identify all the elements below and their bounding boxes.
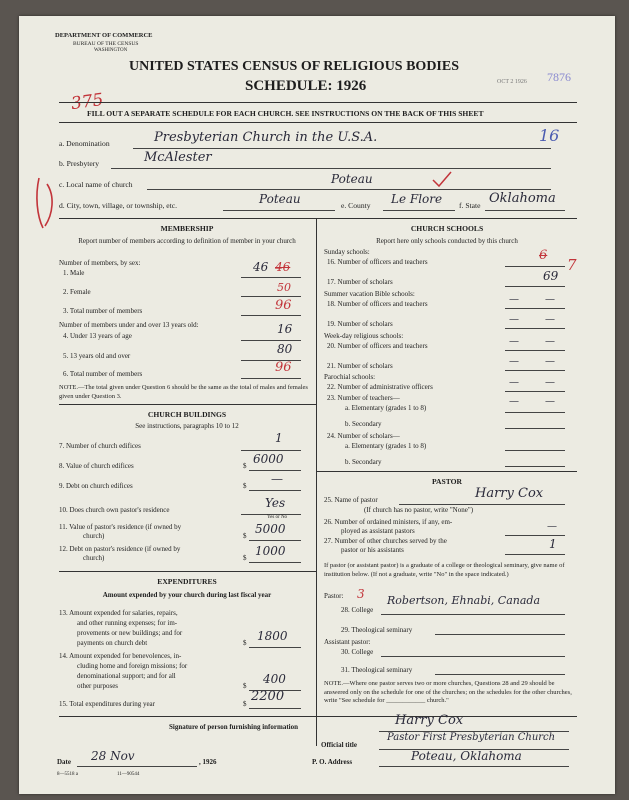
- q25-note: (If church has no pastor, write "None"): [364, 506, 474, 514]
- q7-label: 7. Number of church edifices: [59, 442, 141, 450]
- q20-line: [505, 350, 565, 351]
- q2-label: 2. Female: [63, 288, 91, 296]
- q25-value: Harry Cox: [475, 486, 544, 501]
- q3-line: [241, 315, 301, 316]
- po-address-line: [379, 766, 569, 767]
- q14-label-3: denominational support; and for all: [77, 672, 176, 680]
- dept-name: DEPARTMENT OF COMMERCE: [55, 32, 153, 39]
- q8-label: 8. Value of church edifices: [59, 462, 134, 470]
- po-address-value: Poteau, Oklahoma: [411, 749, 522, 763]
- q4-line: [241, 340, 301, 341]
- q19-line: [505, 328, 565, 329]
- q26-label-2: ployed as assistant pastors: [341, 527, 415, 535]
- mark-16: 16: [539, 126, 560, 145]
- q24b-line: [505, 466, 565, 467]
- assistant-label: Assistant pastor:: [324, 638, 371, 646]
- q8-value: 6000: [253, 452, 284, 466]
- q15-value: 2200: [251, 689, 285, 704]
- header-rule-2: [59, 122, 577, 123]
- q15-line: [249, 708, 301, 709]
- q16-value: 6: [539, 248, 548, 263]
- city-name: WASHINGTON: [94, 48, 128, 53]
- membership-intro: Report number of members according to definition of member in your church: [78, 237, 296, 245]
- q30-label: 30. College: [341, 648, 374, 656]
- mark-3: 3: [357, 587, 365, 601]
- q5-label: 5. 13 years old and over: [63, 352, 131, 360]
- q14-label-4: other purposes: [77, 682, 119, 690]
- q17-value: 69: [543, 269, 559, 283]
- state-value: Oklahoma: [489, 191, 556, 206]
- local-name-value: Poteau: [331, 172, 373, 186]
- column-divider: [316, 218, 317, 746]
- q5-value: 80: [277, 342, 293, 356]
- q27-label-2: pastor or his assistants: [341, 546, 404, 554]
- date-line: [77, 766, 197, 767]
- q12-label-2: church): [83, 554, 105, 562]
- q24a-label: a. Elementary (grades 1 to 8): [345, 442, 427, 450]
- q2-line: [241, 296, 301, 297]
- q25-label: 25. Name of pastor: [324, 496, 378, 504]
- q17-label: 17. Number of scholars: [327, 278, 393, 286]
- q13-label-2: and other running expenses; for im-: [77, 619, 178, 627]
- q22-label: 22. Number of administrative officers: [327, 383, 433, 391]
- q12-value: 1000: [255, 544, 286, 558]
- q14-label-2: cluding home and foreign missions; for: [77, 662, 188, 670]
- official-title-label: Official title: [321, 741, 357, 749]
- q13-value: 1800: [257, 629, 288, 643]
- q23a-label: a. Elementary (grades 1 to 8): [345, 404, 427, 412]
- q21-label: 21. Number of scholars: [327, 362, 393, 370]
- signature-label: Signature of person furnishing information: [169, 723, 298, 731]
- q9-dollar: $: [243, 482, 247, 490]
- local-name-label: c. Local name of church: [59, 180, 133, 189]
- q7-value: 1: [275, 431, 283, 445]
- q28-value: Robertson, Ehnabi, Canada: [387, 594, 541, 607]
- q11-label-2: church): [83, 532, 105, 540]
- q8-line: [249, 470, 301, 471]
- q21-value: —: [509, 356, 519, 367]
- section-rule: [59, 218, 577, 219]
- graduate-note: If pastor (or assistant pastor) is a graduate of a college or theological seminary, give name of institution below. (If not a graduate, write "No" in the space indicated.): [324, 562, 565, 578]
- q26-label: 26. Number of ordained ministers, if any, em-: [324, 518, 453, 526]
- q5-line: [241, 360, 301, 361]
- q13-label-3: provements or new buildings; and for: [77, 629, 183, 637]
- q31-line: [435, 674, 565, 675]
- membership-title: MEMBERSHIP: [160, 224, 214, 233]
- q4-value: 16: [277, 322, 293, 336]
- q27-line: [505, 554, 565, 555]
- q18-value: —: [509, 294, 519, 305]
- city-label: d. City, town, village, or township, etc.: [59, 201, 178, 210]
- q14-value: 400: [263, 672, 286, 686]
- q19-label: 19. Number of scholars: [327, 320, 393, 328]
- parochial-label: Parochial schools:: [324, 373, 376, 381]
- bureau-name: BUREAU OF THE CENSUS: [73, 41, 139, 47]
- census-schedule-sheet: [19, 16, 615, 794]
- q27-label: 27. Number of other churches served by the: [324, 537, 447, 545]
- state-label: f. State: [459, 201, 481, 210]
- po-address-label: P. O. Address: [312, 758, 353, 766]
- q11-dollar: $: [243, 532, 247, 540]
- q19-value-2: —: [545, 314, 555, 325]
- q14-label-1: 14. Amount expended for benevolences, in-: [59, 652, 182, 660]
- q11-value: 5000: [255, 522, 286, 536]
- q1-line: [241, 277, 301, 278]
- q20-value-2: —: [545, 336, 555, 347]
- q13-label-4: payments on church debt: [77, 639, 148, 647]
- q27-value: 1: [549, 537, 557, 551]
- schools-intro: Report here only schools conducted by this church: [376, 237, 518, 245]
- schedule-title: SCHEDULE: 1926: [245, 78, 367, 94]
- q16-label: 16. Number of officers and teachers: [327, 258, 428, 266]
- q9-label: 9. Debt on church edifices: [59, 482, 133, 490]
- q23b-line: [505, 428, 565, 429]
- q20-label: 20. Number of officers and teachers: [327, 342, 428, 350]
- q13-label-1: 13. Amount expended for salaries, repairs,: [59, 609, 178, 617]
- q6-line: [241, 378, 301, 379]
- q13-dollar: $: [243, 639, 247, 647]
- denomination-line: [133, 148, 551, 149]
- q15-dollar: $: [243, 700, 247, 708]
- q6-label: 6. Total number of members: [63, 370, 143, 378]
- form-number: 8—5518 a: [57, 772, 78, 777]
- q11-line: [249, 540, 301, 541]
- q12-line: [249, 562, 301, 563]
- q23b-label: b. Secondary: [345, 420, 382, 428]
- q1-label: 1. Male: [63, 269, 85, 277]
- q28-line: [381, 614, 565, 615]
- mark-375: 375: [69, 89, 105, 115]
- q10-label: 10. Does church own pastor's residence: [59, 506, 170, 514]
- footer-rule: [59, 716, 577, 717]
- by-sex-label: Number of members, by sex:: [59, 259, 141, 267]
- q11-label: 11. Value of pastor's residence (if owned by: [59, 523, 182, 531]
- county-line: [383, 210, 455, 211]
- q15-label: 15. Total expenditures during year: [59, 700, 155, 708]
- q31-label: 31. Theological seminary: [341, 666, 413, 674]
- q22-value: —: [509, 377, 519, 388]
- pastor-rule: [316, 471, 577, 472]
- received-stamp: OCT 2 1926: [497, 79, 527, 85]
- q21-value-2: —: [545, 356, 555, 367]
- header-rule: [59, 102, 577, 103]
- summer-label: Summer vacation Bible schools:: [324, 290, 415, 298]
- q8-dollar: $: [243, 462, 247, 470]
- q24-label: 24. Number of scholars—: [327, 432, 400, 440]
- number-stamp: 7876: [547, 70, 571, 84]
- presbytery-value: McAlester: [144, 150, 212, 165]
- denomination-label: a. Denomination: [59, 139, 110, 148]
- q26-line: [505, 535, 565, 536]
- pastor-note: NOTE.—Where one pastor serves two or more churches, Questions 28 and 29 should be answered only on the schedule for one of the churches; on the schedules for the other churches, write "See schedule for ____________ church.": [324, 680, 572, 704]
- q23a-value-2: —: [545, 396, 555, 407]
- q18-label: 18. Number of officers and teachers: [327, 300, 428, 308]
- q28-label: 28. College: [341, 606, 374, 614]
- q23a-value: —: [509, 396, 519, 407]
- q25-line: [399, 504, 565, 505]
- q22-value-2: —: [545, 377, 555, 388]
- county-value: Le Flore: [391, 192, 443, 206]
- pastor-sub-label: Pastor:: [324, 592, 344, 600]
- q9-value: —: [271, 472, 283, 486]
- presbytery-line: [111, 168, 551, 169]
- q21-line: [505, 370, 565, 371]
- q9-line: [249, 490, 301, 491]
- weekday-label: Week-day religious schools:: [324, 332, 404, 340]
- q16-line: [505, 266, 565, 267]
- q12-label: 12. Debt on pastor's residence (if owned by: [59, 545, 181, 553]
- city-line: [223, 210, 335, 211]
- q4-label: 4. Under 13 years of age: [63, 332, 132, 340]
- membership-note: NOTE.—The total given under Question 6 should be the same as the total of males and females given under Question 3.: [59, 384, 308, 400]
- expenditures-rule: [59, 571, 316, 572]
- q3-label: 3. Total number of members: [63, 307, 143, 315]
- q26-value: —: [547, 521, 557, 532]
- q6-value: 96: [275, 360, 292, 375]
- buildings-title: CHURCH BUILDINGS: [147, 410, 227, 419]
- q23-label: 23. Number of teachers—: [327, 394, 400, 402]
- q18-line: [505, 308, 565, 309]
- yes-no-hint: Yes or No: [267, 515, 288, 520]
- presbytery-label: b. Presbytery: [59, 159, 100, 168]
- official-title-value: Pastor First Presbyterian Church: [387, 732, 556, 743]
- q30-line: [381, 656, 565, 657]
- q24b-label: b. Secondary: [345, 458, 382, 466]
- pastor-title: PASTOR: [431, 477, 463, 486]
- check-mark-icon: [431, 170, 453, 188]
- signature-value: Harry Cox: [395, 713, 464, 728]
- schools-title: CHURCH SCHOOLS: [410, 224, 484, 233]
- state-line: [485, 210, 565, 211]
- q29-label: 29. Theological seminary: [341, 626, 413, 634]
- print-number: 11—90544: [117, 772, 140, 777]
- q19-value: —: [509, 314, 519, 325]
- form-title: UNITED STATES CENSUS OF RELIGIOUS BODIES: [129, 59, 460, 74]
- q13-line: [249, 647, 301, 648]
- date-label: Date: [57, 758, 71, 766]
- q17-line: [505, 286, 565, 287]
- q16-correction: 7: [567, 256, 577, 274]
- expenditures-subtitle: Amount expended by your church during last fiscal year: [102, 591, 272, 599]
- denomination-value: Presbyterian Church in the U.S.A.: [154, 130, 378, 145]
- q2-value: 50: [277, 281, 291, 294]
- q14-dollar: $: [243, 682, 247, 690]
- city-value: Poteau: [259, 192, 301, 206]
- buildings-rule: [59, 404, 316, 405]
- q23a-line: [505, 412, 565, 413]
- sunday-label: Sunday schools:: [324, 248, 370, 256]
- expenditures-title: EXPENDITURES: [157, 577, 217, 586]
- q1-value: 46: [253, 260, 269, 274]
- q7-line: [241, 450, 301, 451]
- q12-dollar: $: [243, 554, 247, 562]
- q10-value: Yes: [265, 496, 286, 510]
- local-name-line: [147, 189, 551, 190]
- instruction-line: FILL OUT A SEPARATE SCHEDULE FOR EACH CHURCH. SEE INSTRUCTIONS ON THE BACK OF THIS SHEET: [87, 109, 484, 118]
- date-year: , 1926: [199, 758, 217, 766]
- age-intro: Number of members under and over 13 years old:: [59, 321, 199, 329]
- q24a-line: [505, 450, 565, 451]
- q1-original-value: 46: [275, 260, 291, 274]
- q29-line: [435, 634, 565, 635]
- q3-value: 96: [275, 298, 292, 313]
- q22-line: [505, 391, 565, 392]
- buildings-subtitle: See instructions, paragraphs 10 to 12: [135, 422, 239, 430]
- date-value: 28 Nov: [91, 749, 135, 763]
- county-label: e. County: [341, 201, 371, 210]
- q18-value-2: —: [545, 294, 555, 305]
- red-margin-mark-icon: [33, 176, 61, 231]
- q20-value: —: [509, 336, 519, 347]
